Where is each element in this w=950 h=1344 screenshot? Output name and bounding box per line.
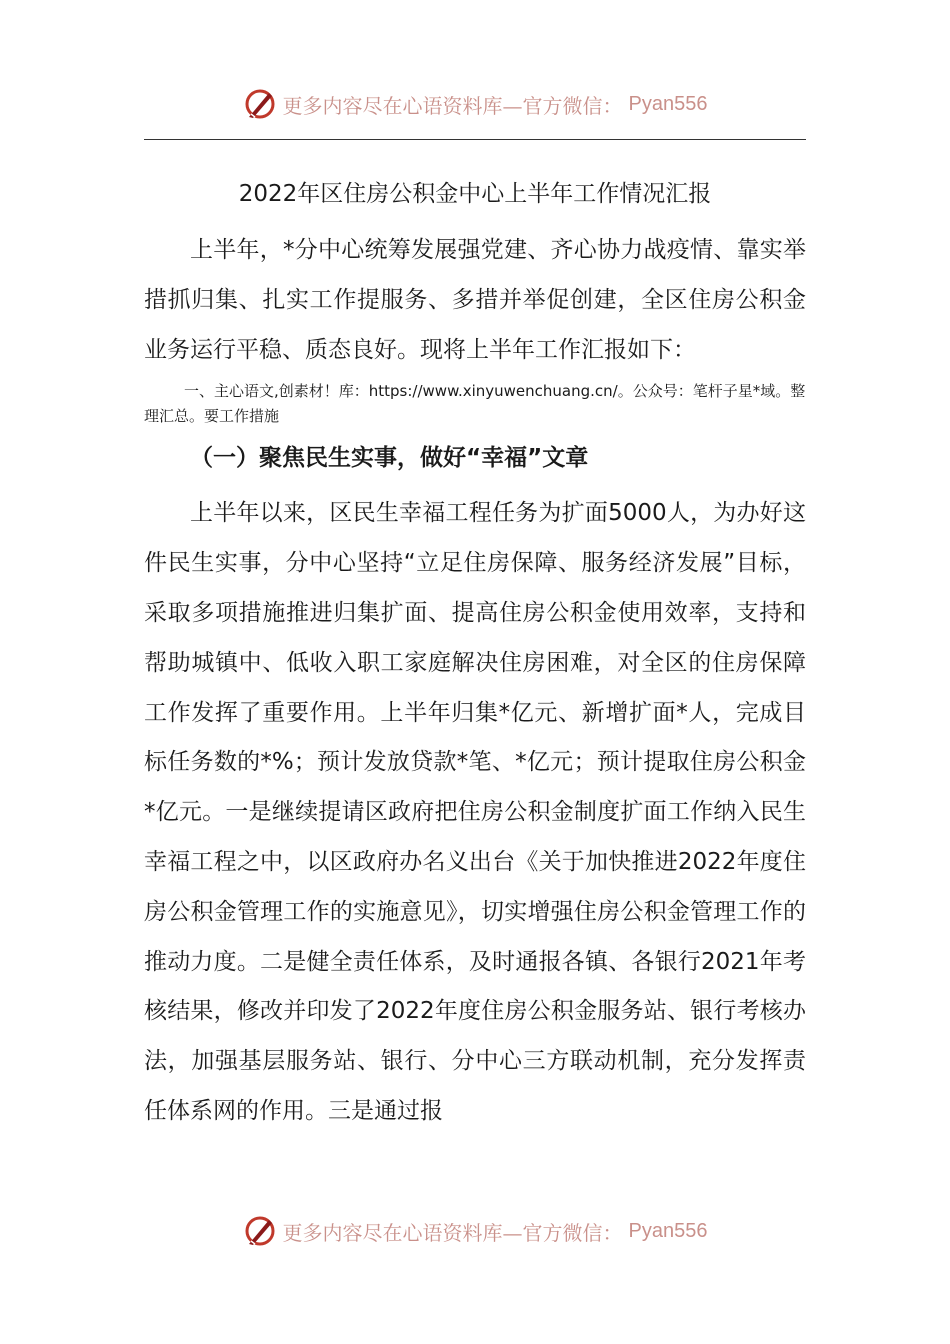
watermark-text: 更多内容尽在心语资料库—官方微信： — [282, 1220, 623, 1245]
document-body — [144, 168, 806, 1137]
section-heading: （一）聚焦民生实事，做好“幸福”文章 — [190, 445, 589, 472]
watermark-wechat-id: Pyan556 — [628, 1219, 708, 1242]
document-title: 2022年区住房公积金中心上半年工作情况汇报 — [238, 181, 712, 207]
section-note: 一、主心语文,创素材！库：https://www.xinyuwenchuang.cn/。公众号：笔杆子星*域。整理汇总。要工作措施 — [144, 382, 806, 426]
intro-paragraph: 上半年，*分中心统筹发展强党建、齐心协力战疫情、靠实举措抓归集、扎实工作提服务、多措并举促创建，全区住房公积金业务运行平稳、质态良好。现将上半年工作汇报如下： — [144, 237, 806, 363]
body-paragraph: 上半年以来，区民生幸福工程任务为扩面5000人，为办好这件民生实事，分中心坚持“立足住房保障、服务经济发展”目标，采取多项措施推进归集扩面、提高住房公积金使用效率，支持和帮助城镇中、低收入职工家庭解决住房困难，对全区的住房保障工作发挥了重要作用。上半年归集*亿元、新增扩面*人，完成目标任务数的*%；预计发放贷款*笔、*亿元；预计提取住房公积金*亿元。一是继续提请区政府把住房公积金制度扩面工作纳入民生幸福工程之中，以区政府办名义出台《关于加快推进2022年度住房公积金管理工作的实施意见》，切实增强住房公积金管理工作的推动力度。二是健全责任体系，及时通报各镇、各银行2021年考核结果，修改并印发了2022年度住房公积金服务站、银行考核办法，加强基层服务站、银行、分中心三方联动机制，充分发挥责任体系网的作用。三是通过报 — [144, 500, 806, 1124]
quill-logo-icon — [243, 87, 277, 121]
watermark-wechat-id: Pyan556 — [628, 92, 708, 115]
quill-logo-icon — [243, 1214, 277, 1248]
footer-watermark — [0, 1211, 950, 1251]
header-watermark — [0, 84, 950, 124]
header-divider — [144, 139, 806, 140]
watermark-text: 更多内容尽在心语资料库—官方微信： — [282, 93, 623, 118]
